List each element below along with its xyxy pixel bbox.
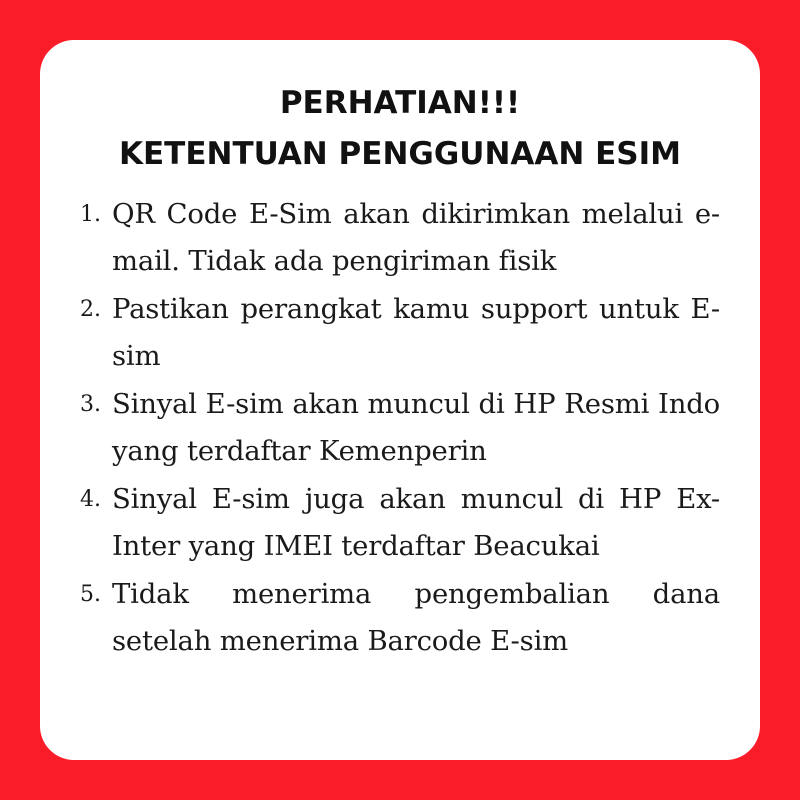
rule-text: Tidak menerima pengembalian dana setelah menerima Barcode E-sim: [112, 578, 720, 657]
notice-card: [40, 40, 760, 760]
rule-number: 5.: [80, 582, 101, 607]
rule-item: [80, 571, 720, 665]
rule-item: [80, 286, 720, 380]
notice-subtitle: KETENTUAN PENGGUNAAN ESIM: [118, 136, 681, 172]
rule-text: Pastikan perangkat kamu support untuk E-sim: [112, 293, 720, 372]
rule-text: Sinyal E-sim juga akan muncul di HP Ex-Inter yang IMEI terdaftar Beacukai: [112, 483, 720, 562]
notice-title: PERHATIAN!!!: [279, 85, 521, 121]
rule-number: 1.: [80, 202, 101, 227]
rule-number: 2.: [80, 297, 101, 322]
rule-number: 3.: [80, 392, 101, 417]
rule-item: [80, 476, 720, 570]
rule-text: Sinyal E-sim akan muncul di HP Resmi Indo yang terdaftar Kemenperin: [112, 388, 720, 467]
rule-text: QR Code E-Sim akan dikirimkan melalui e-mail. Tidak ada pengiriman fisik: [112, 198, 720, 277]
rules-list: [80, 191, 720, 666]
rule-item: [80, 381, 720, 475]
rule-item: [80, 191, 720, 285]
rule-number: 4.: [80, 487, 101, 512]
